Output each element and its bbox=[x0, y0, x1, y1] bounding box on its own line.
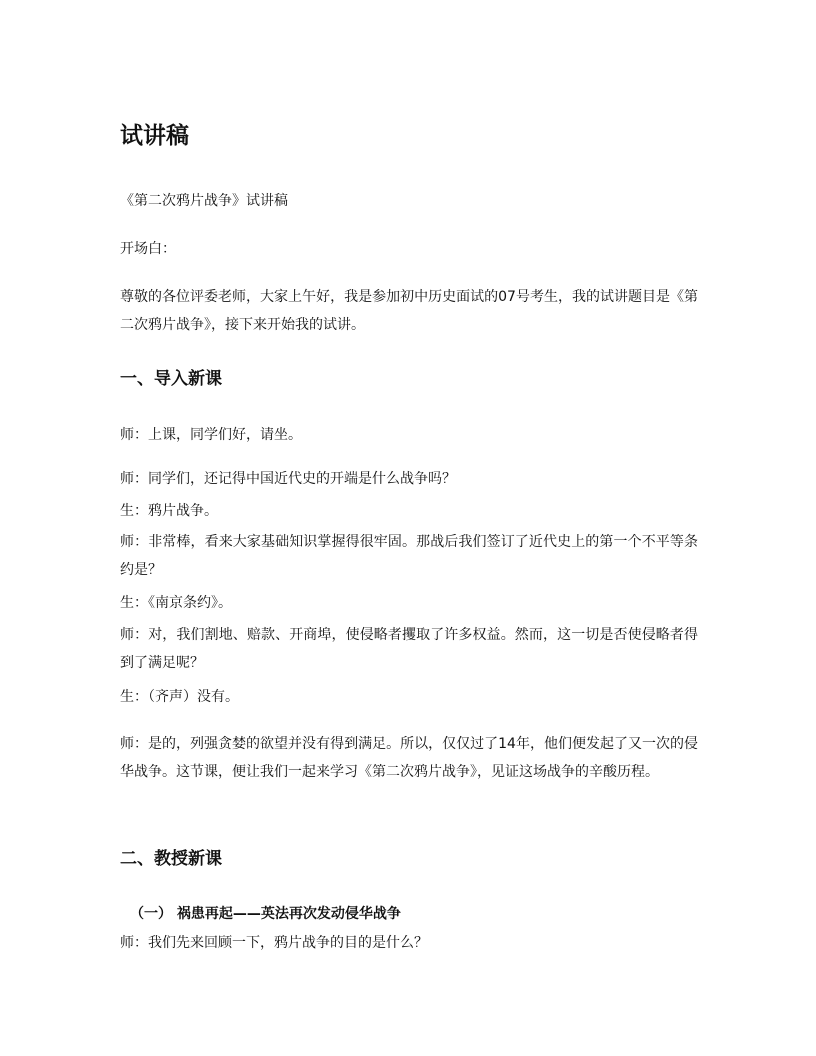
dialogue-line: 师：非常棒，看来大家基础知识掌握得很牢固。那战后我们签订了近代史上的第一个不平等条约是？ bbox=[120, 534, 698, 578]
dialogue-line: 生：（齐声）没有。 bbox=[120, 689, 239, 705]
dialogue-line: 师：上课，同学们好，请坐。 bbox=[120, 427, 302, 443]
subsection-heading: （一） 祸患再起——英法再次发动侵华战争 bbox=[130, 906, 401, 922]
opening-paragraph: 尊敬的各位评委老师，大家上午好，我是参加初中历史面试的07号考生，我的试讲题目是《第二次鸦片战争》，接下来开始我的试讲。 bbox=[120, 289, 698, 333]
document-subtitle: 《第二次鸦片战争》试讲稿 bbox=[120, 193, 288, 209]
dialogue-line: 生：鸦片战争。 bbox=[120, 503, 218, 519]
dialogue-line: 师：对，我们割地、赔款、开商埠，使侵略者攫取了许多权益。然而，这一切是否使侵略者得到了满足呢？ bbox=[120, 627, 698, 671]
opening-label: 开场白： bbox=[120, 241, 176, 257]
dialogue-line: 生：《南京条约》。 bbox=[120, 595, 232, 611]
section-heading-teaching: 二、教授新课 bbox=[120, 849, 222, 869]
dialogue-line: 师：我们先来回顾一下，鸦片战争的目的是什么？ bbox=[120, 935, 428, 951]
section-heading-intro: 一、导入新课 bbox=[120, 369, 222, 389]
document-title: 试讲稿 bbox=[120, 123, 189, 149]
dialogue-line: 师：同学们，还记得中国近代史的开端是什么战争吗？ bbox=[120, 471, 456, 487]
dialogue-line: 师：是的，列强贪婪的欲望并没有得到满足。所以，仅仅过了14年，他们便发起了又一次的侵华战争。这节课，便让我们一起来学习《第二次鸦片战争》，见证这场战争的辛酸历程。 bbox=[120, 736, 698, 780]
